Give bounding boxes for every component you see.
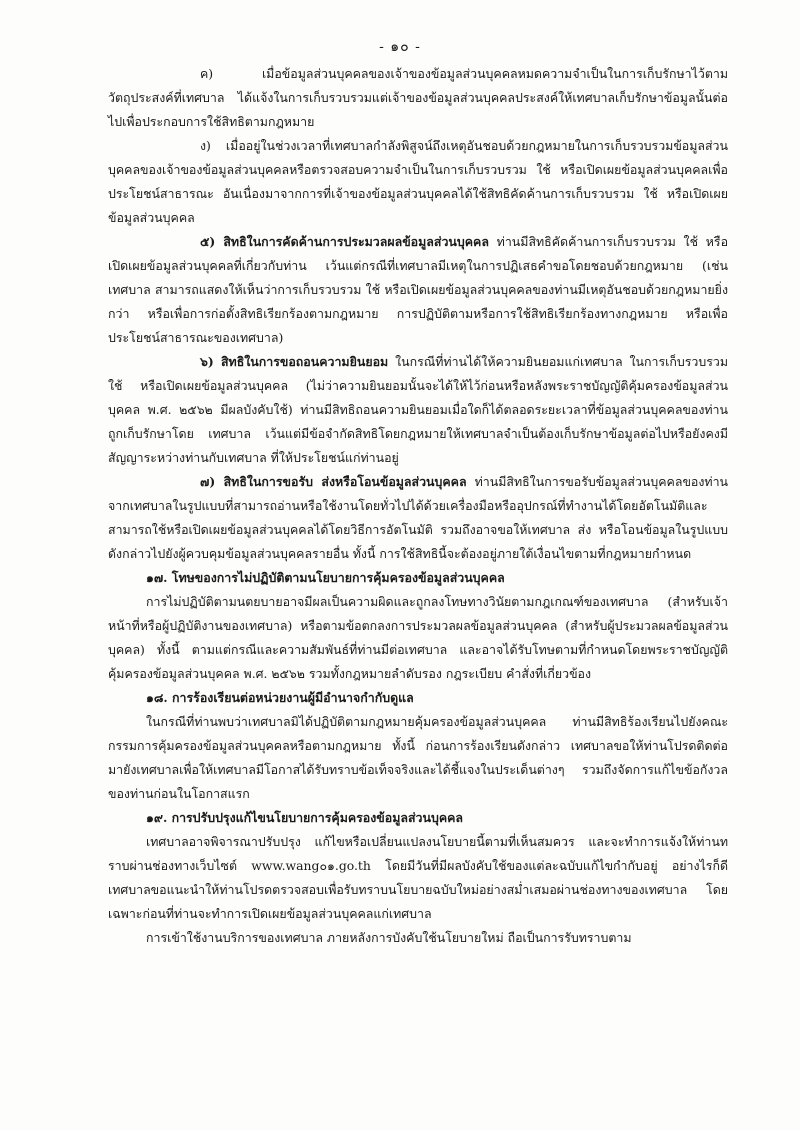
right-6-paragraph bbox=[108, 350, 728, 470]
section-17-paragraph: การไม่ปฏิบัติตามนตยบายอาจมีผลเป็นความผิดและถูกลงโทษทางวินัยตามกฎเกณฑ์ของเทศบาล (สำหรับเจ้าหน้าที่หรือผู้ปฏิบัติงานของเทศบาล) หรือตามข้อตกลงการประมวลผลข้อมูลส่วนบุคคล (สำหรับผู้ประมวลผลข้อมูลส่วนบุคคล) ทั้งนี้ ตามแต่กรณีและความสัมพันธ์ที่ท่านมีต่อเทศบาล และอาจได้รับโทษตามที่กำหนดโดยพระราชบัญญัติคุ้มครองข้อมูลส่วนบุคคล พ.ศ. ๒๕๖๒ รวมทั้งกฎหมายลำดับรอง กฎระเบียบ คำสั่งที่เกี่ยวข้อง bbox=[108, 594, 728, 681]
right-7-paragraph bbox=[108, 470, 728, 566]
right-5-title: ๕) สิทธิในการคัดค้านการประมวลผลข้อมูลส่วนบุคคล bbox=[200, 234, 489, 249]
section-19-heading: ๑๙. การปรับปรุงแก้ไขนโยบายการคุ้มครองข้อมูลส่วนบุคคล bbox=[146, 810, 464, 825]
item-d-paragraph: ง) เมื่ออยู่ในช่วงเวลาที่เทศบาลกำลังพิสูจน์ถึงเหตุอันชอบด้วยกฎหมายในการเก็บรวบรวมข้อมูลส่วนบุคคลของเจ้าของข้อมูลส่วนบุคคลหรือตรวจสอบความจำเป็นในการเก็บรวบรวม ใช้ หรือเปิดเผยข้อมูลส่วนบุคคลเพื่อประโยชน์สาธารณะ อันเนื่องมาจากการที่เจ้าของข้อมูลส่วนบุคคลได้ใช้สิทธิคัดค้านการเก็บรวบรวม ใช้ หรือเปิดเผยข้อมูลส่วนบุคคล bbox=[108, 138, 728, 225]
right-7-text: ท่านมีสิทธิในการขอรับข้อมูลส่วนบุคคลของท่านจากเทศบาลในรูปแบบที่สามารถอ่านหรือใช้งานโดยทั่วไปได้ด้วยเครื่องมือหรืออุปกรณ์ที่ทำงานได้โดยอัตโนมัติและสามารถใช้หรือเปิดเผยข้อมูลส่วนบุคคลได้โดยวิธีการอัตโนมัติ รวมถึงอาจขอให้เทศบาล ส่ง หรือโอนข้อมูลในรูปแบบดังกล่าวไปยังผู้ควบคุมข้อมูลส่วนบุคคลรายอื่น ทั้งนี้ การใช้สิทธินี้จะต้องอยู่ภายใต้เงื่อนไขตามที่กฎหมายกำหนด bbox=[108, 474, 728, 561]
item-c-paragraph: ค) เมื่อข้อมูลส่วนบุคคลของเจ้าของข้อมูลส่วนบุคคลหมดความจำเป็นในการเก็บรักษาไว้ตามวัตถุประสงค์ที่เทศบาล ได้แจ้งในการเก็บรวบรวมแต่เจ้าของข้อมูลส่วนบุคคลประสงค์ให้เทศบาลเก็บรักษาข้อมูลนั้นต่อไปเพื่อประกอบการใช้สิทธิตามกฎหมาย bbox=[108, 66, 728, 129]
page-number: - ๑๐ - bbox=[379, 39, 421, 55]
section-19-paragraph: เทศบาลอาจพิจารณาปรับปรุง แก้ไขหรือเปลี่ยนแปลงนโยบายนี้ตามที่เห็นสมควร และจะทำการแจ้งให้ท่านทราบผ่านช่องทางเว็บไซต์ www.wang๐๑.go.th โดยมีวันที่มีผลบังคับใช้ของแต่ละฉบับแก้ไขกำกับอยู่ อย่างไรก็ดี เทศบาลขอแนะนำให้ท่านโปรดตรวจสอบเพื่อรับทราบนโยบายฉบับใหม่อย่างสม่ำเสมอผ่านช่องทางของเทศบาล โดยเฉพาะก่อนที่ท่านจะทำการเปิดเผยข้อมูลส่วนบุคคลแก่เทศบาล bbox=[108, 834, 728, 921]
section-18-heading: ๑๘. การร้องเรียนต่อหน่วยงานผู้มีอำนาจกำกับดูแล bbox=[146, 690, 414, 705]
section-19-paragraph-2: การเข้าใช้งานบริการของเทศบาล ภายหลังการบังคับใช้นโยบายใหม่ ถือเป็นการรับทราบตาม bbox=[146, 930, 632, 945]
right-7-title: ๗) สิทธิในการขอรับ ส่งหรือโอนข้อมูลส่วนบุคคล bbox=[200, 474, 467, 489]
right-6-title: ๖) สิทธิในการขอถอนความยินยอม bbox=[200, 354, 389, 369]
right-6-text: ในกรณีที่ท่านได้ให้ความยินยอมแก่เทศบาล ในการเก็บรวบรวม ใช้ หรือเปิดเผยข้อมูลส่วนบุคคล (ไม่ว่าความยินยอมนั้นจะได้ให้ไว้ก่อนหรือหลังพระราชบัญญัติคุ้มครองข้อมูลส่วนบุคคล พ.ศ. ๒๕๖๒ มีผลบังคับใช้) ท่านมีสิทธิถอนความยินยอมเมื่อใดก็ได้ตลอดระยะเวลาที่ข้อมูลส่วนบุคคลของท่านถูกเก็บรักษาโดย เทศบาล เว้นแต่มีข้อจำกัดสิทธิโดยกฎหมายให้เทศบาลจำเป็นต้องเก็บรักษาข้อมูลต่อไปหรือยังคงมีสัญญาระหว่างท่านกับเทศบาล ที่ให้ประโยชน์แก่ท่านอยู่ bbox=[108, 354, 728, 465]
section-18-paragraph: ในกรณีที่ท่านพบว่าเทศบาลมิได้ปฏิบัติตามกฎหมายคุ้มครองข้อมูลส่วนบุคคล ท่านมีสิทธิร้องเรียนไปยังคณะกรรมการคุ้มครองข้อมูลส่วนบุคคลหรือตามกฎหมาย ทั้งนี้ ก่อนการร้องเรียนดังกล่าว เทศบาลขอให้ท่านโปรดติดต่อมายังเทศบาลเพื่อให้เทศบาลมีโอกาสได้รับทราบข้อเท็จจริงและได้ชี้แจงในประเด็นต่างๆ รวมถึงจัดการแก้ไขข้อกังวลของท่านก่อนในโอกาสแรก bbox=[108, 714, 728, 801]
document-body bbox=[108, 62, 728, 950]
right-5-paragraph bbox=[108, 230, 728, 350]
section-17-heading: ๑๗. โทษของการไม่ปฏิบัติตามนโยบายการคุ้มครองข้อมูลส่วนบุคคล bbox=[146, 570, 505, 585]
right-5-text: ท่านมีสิทธิคัดค้านการเก็บรวบรวม ใช้ หรือเปิดเผยข้อมูลส่วนบุคคลที่เกี่ยวกับท่าน เว้นแต่กรณีที่เทศบาลมีเหตุในการปฏิเสธคำขอโดยชอบด้วยกฎหมาย (เช่น เทศบาล สามารถแสดงให้เห็นว่าการเก็บรวบรวม ใช้ หรือเปิดเผยข้อมูลส่วนบุคคลของท่านมีเหตุอันชอบด้วยกฎหมายยิ่งกว่า หรือเพื่อการก่อตั้งสิทธิเรียกร้องตามกฎหมาย การปฏิบัติตามหรือการใช้สิทธิเรียกร้องทางกฎหมาย หรือเพื่อประโยชน์สาธารณะของเทศบาล) bbox=[108, 234, 729, 345]
